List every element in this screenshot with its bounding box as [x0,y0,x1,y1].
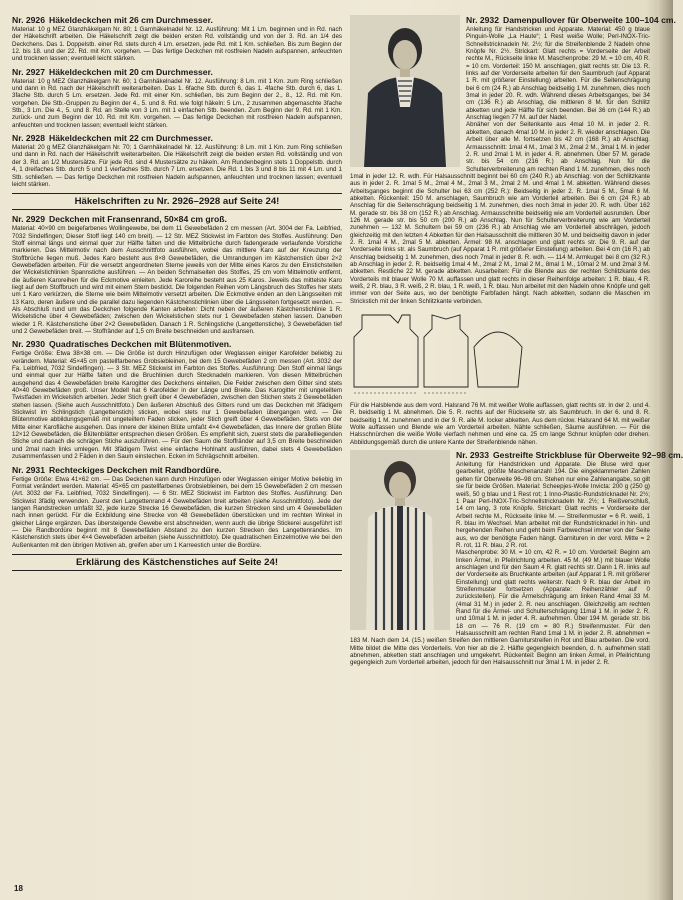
section-2926 [12,15,342,63]
section-number: Nr. 2932 [466,15,499,25]
section-body: Fertige Größe: Etwa 41×62 cm. — Das Deckchen kann durch Hinzufügen oder Weglassen einiger Motive beliebig im Format verändert werden. Material: 45×65 cm pastellfarbenes Grobsiebleinen, bei dem 15 Gewebefäden 2 cm messen (Art. 3032 der Fa. Leibfried, 7032 Sindelfingen). — 6 Str. MEZ Stickwist im Farbton des Stoffes. Ausführung: Den Stickwist 3fädig verwenden. Zuerst den Langettenrand 4 Gewebefäden breit arbeiten (siehe Ausschnittfoto). Jede der langen Randstrecken umfaßt 32, jede kurze Strecke 16 Gewebefäden, die kurzen Strecken sind um 4 Gewebefäden nach innen gerückt. Für die Eckbildung eine Strecke von 48 Gewebefäden überstücken und im rechten Winkel in gleicher Länge ergänzen. Das übersteigende Gewebe erst abschneiden, wenn auch die übrige Stickerei ausgeführt ist! — Die Randbordüre beginnt mit 8 Gewebefäden Abstand zu den kurzen Strecken des Langettenrandes. Im Kästchenstich stets über 4×4 Gewebefäden arbeiten (siehe Ausschnittfoto). Die quadratischen Einzelmotive wie bei den Außenkanten mit den übrigen Motiven ab, greifen aber um 1 Karreestich unter die Bordüre. [12,475,342,549]
pullover-photo [350,15,460,167]
section-title: Rechteckiges Deckchen mit Randbordüre. [48,464,222,475]
section-body: Material: 10 g MEZ Glanzhäkelgarn Nr. 80; 1 Garnhäkelnadel Nr. 12. Ausführung: Mit 1 Lm. beginnen und in Rd. nach der Häkelschrift arbeiten. Die Häkelschrift zeigt die beiden ersten Rd. vollständig und von der 3. Rd. an 1/4 des Deckchens. Das 1. Doppelstb. einer Rd. stets durch 4 Lm. ersetzen, jede Rd. mit 1 Km. schließen. Bis zum Beginn der 12. bis 18. und der 22. Rd. mit Km. vorgehen. — Das fertige Deckchen mit rostfreien Nadeln aufspannen, anfeuchten und trocknen lassen; eventuell leicht stärken. [12,26,342,63]
section-body: Abnäher von der Seitenkante aus 4mal 10 M. in jeder 2. R. abketten, danach 4mal 10 M. in jeder 2. R. wieder anschlagen. Die Arbeit über alle M. fortsetzen bis 42 cm (168 R.) ab Anschlag. Armausschnitt: 1mal 4 M., 1mal 3 M., 2mal 2 M., 3mal 1 M. in jeder 2. R. und 2mal 1 M. in jeder 4. R. abnehmen. Über 57 M. gerade str. bis 54 cm (216 R.) ab Anschlag. Nun für die Schulterverbreiterung am rechten Rand 1 M. zunehmen, dies noch 1mal in jeder 12. R. wdh. Für Halsausschnitt beginnt bei 60 cm (240 R.) ab Anschlag: von der Schlitzkante aus in jeder 2. R. 1mal 5 M., 2mal 4 M., 2mal 3 M., 2mal 2 M. und 4mal 1 M. abketten. Während dieses Arbeitsganges beginnt die Schulter bei 63 cm (252 R.): Beidseitig in jeder 2. R. 1mal 5 M., 5mal 6 M. abketten. Rückenteil: 150 M. anschlagen, Saumbruch wie am Vorderteil arbeiten. Bei 6 cm (24 R.) ab Anschlag für die Seitenschrägung beidseitig 1 M. zunehmen, dies noch 3mal in jeder 20. R. wdh. Über 162 M. gerade str. bis 38 cm (152 R.) ab Anschlag. Armausschnitte beidseitig wie am Vorderteil ausrunden. Über 126 M. gerade str. bis 50 cm (200 R.) ab Anschlag. Nun für Schulterverbreiterung wie am Vorderteil zunehmen — 132 M. Schultern bei 59 cm (236 R.) ab Anschlag wie am Vorderteil abschrägen, jedoch gleichzeitig mit den letzten 4 Abketten für den Halsausschnitt die mittleren 30 M. und beidseitig davon in jeder 2. R. 1mal 4 M., 2mal 5 M. abketten. Ärmel: 98 M. anschlagen und glatt rechts str. Die 9. R. auf der Vorderseite links str. als Saumbruch (auf Apparat 1 R. mit größerer Einstellung) arbeiten. Bei 4 cm (16 R.) ab Anschlag beidseitig 1 M. zunehmen, dies noch 7mal in jeder 8. R. wdh. — 114 M. Armkugel: bei 8 cm (32 R.) ab Anschlag in jeder 2. R. beidseitig 1mal 4 M., 2mal 2 M., 1mal 2 M., 8mal 1 M., 10mal 2 M. und 2mal 3 M. abketten. Restliche 22 M. gerade abketten. Ausarbeiten: Für die Blende aus der rechten Schlitzkante des Vorderteils mit blauer Wolle 70 M. auffassen und glatt rechts in dieser Reihenfolge arbeiten: 1 R. blau, 4 R. weiß, 2 R. blau, 3 R. weiß, 2 R. blau, 1 R. weiß, 1 R. blau. Nun arbeitet mit den Nadeln ohne Knöpfe und gelt immer von der Seite aus, wo der benötigte Farbfaden hängt. Nach abketten, sodann die Maschen im Strickstich mit der linken Schlitzkante verbinden. [350,121,650,305]
section-title: Gestreifte Strickbluse für Oberweite 92–98 cm. [492,450,683,461]
section-body: Maschenprobe: 30 M. = 10 cm, 42 R. = 10 cm. Vorderteil: Beginn am linken Ärmel, in Pfeilrichtung arbeiten. 45 M. (49 M.) mit blauer Wolle anschlagen und für den Saum 4 R. glatt rechts str. Dann 1 R. links auf der Vorderseite als Bruchkante arbeiten (auf Apparat 1 R. mit größerer Einstellung) und glatt rechts weiterstr. Nach 9 R. blau der Arbeit im Streifenmuster fortsetzen (Apparate: Reihenzähler auf 0 zurückstellen). Für die Ärmelschrägung am linken Rand 4mal 33 M. (4mal 31 M.) in jeder 2. R. neu anschlagen. Gleichzeitig am rechten Rand für die Ärmel- und Schulterschrägung 11mal 1 M. in jeder 2. R. und 10mal 1 M. in jeder 4. R. aufnehmen. Über 194 M. gerade str. bis 18 cm — 76 R. (19 cm = 80 R.) Streifenmuster. Für den Halsausschnitt am rechten Rand 1mal 1 M. in jeder 2. R. abnehmen = 183 M. Nach dem 14. (15.) weißen Streifen den mittleren Garniturstreifen in Rot und Blau arbeiten. Die vord. Mitte bildet die Mitte des Vorderteils. Von hier ab die 2. Hälfte gegengleich beenden, d. h. aufnehmen statt abnehmen, abketten statt anschlagen und umgekehrt. Rückenteil: Beginn am linken Ärmel, in Pfeilrichtung gegengleich zum Vorderteil arbeiten, jedoch für den Halsausschnitt nur 3mal 1 M. in jeder 2. R. [350,549,650,667]
banner-stitch-explanation: Erklärung des Kästchenstiches auf Seite 24! [12,554,342,571]
section-title: Deckchen mit Fransenrand, 50×84 cm groß. [48,214,227,225]
section-number: Nr. 2929 [12,214,45,225]
section-intro: Anleitung für Handstricken und Apparate. Material: 450 g blaue Pinguin-Wolle „La Haute“; 1 Rest weiße Wolle; Perl-INOX-Tric-Schnellstricknadeln Nr. 2½; für die Streifenblende 2 Nadeln ohne Knöpfe Nr. 2½. Strickart: Glatt rechts = Vorderseite der Arbeit rechte M., Rückseite linke M. Maschenprobe: 29 M. = 10 cm, 40 R. = 10 cm. Vorderteil: 150 M. anschlagen, glatt rechts str. Die 13. R. links auf der Vorderseite arbeiten für den Saumbruch (auf Apparat 1 R. mit größerer Einstellung) arbeiten. Für die Seitenschrägung bei 6 cm (24 R.) ab Anschlag beidseitig 1 M. zunehmen, dies noch 3mal in jeder 20. R. wdh. Während dieses Arbeitsganges, bei 34 cm (136 R.) ab Anschlag, die mittleren 8 M. für den Schlitz abketten und jede Hälfte für sich beenden. Bei 36 cm (144 R.) ab Anschlag liegen 77 M. auf der Nadel. [466,26,650,122]
banner-crochet-patterns: Häkelschriften zu Nr. 2926–2928 auf Seite 24! [12,193,342,210]
section-title: Häkeldeckchen mit 26 cm Durchmesser. [48,15,213,25]
section-number: Nr. 2931 [12,464,45,475]
section-2933 [350,450,683,667]
section-body: Material: 40×90 cm beigefarbenes Wollingewebe, bei dem 11 Gewebefäden 2 cm messen (Art. 3004 der Fa. Leibfried, 7032 Sindelfingen; Dieser Stoff liegt 140 cm breit). — 12 Str. MEZ Stickwist im Farbton des Stoffes. Ausführung: Den Stoff einmal längs und einmal quer zur Hälfte falten und die Mittelbrüche durch fadengerade verlaufende Vorstiche markieren. Das Mittelmotiv nach dem Ausschnittfoto ausführen, wobei das mittlere Karo auf der Kreuzung der Stoffbrüche liegen muß. Jedes Karo besteht aus 8×8 Gewebefäden, die Umrandungen im Kästchenstich über 2×2 Gewebefäden arbeiten. Für die versetzt angeordneten Sterne jeweils von der Mitte eines Karos zu den Einstichstellen der Wickelstichlinien Spannstiche ausführen. — An beiden Schmalseiten des Stoffes, 25 cm vom Mittelmotiv entfernt, die äußeren Karoreihen für die Eckmotive einleiten. Jede Karoreihe besteht aus 25 Karos. Jeweils das mittelste Karo liegt auf dem Stoffbruch und wird mit einem Stern bestickt. Die folgenden Reihen vom Längsbruch des Stoffes her stets um 1 Karo verkürzen, die Sterne wie beim Mittelmotiv versetzt arbeiten. Die Eckmotive enden an den Längsseiten mit 13 Karo, deren äußere und die parallel dazu liegenden Kästchenstichlinien über die Längsseiten fortgesetzt werden. — Als Abschluß rund um das Deckchen folgende Kanten arbeiten: Dicht neben der äußeren Kästchenstichlinie 1 R. Wickelstiche über 4 Gewebefäden; zwischen den Wickelstichen stets nur 1 Gewebefaden stehen lassen. Daneben wieder 1 R. Kästchenstiche über 2×2 Gewebefäden. Danach 1 R. Schlingstiche (Langettenstiche), 3 Gewebefäden tief und 2 Gewebefäden breit. — Stoffränder auf 1,5 cm Breite beschneiden und ausfransen. [12,225,342,335]
section-body: Material: 20 g MEZ Glanzhäkelgarn Nr. 70; 1 Garnhäkelnadel Nr. 12. Ausführung: 8 Lm. mit 1 Km. zum Ring schließen und dann in Rd. nach der Häkelschrift weiterarbeiten. Die Häkelschrift zeigt die beiden ersten Rd. vollständig und von der 3. Rd. an 1/2 Mustersätze. Für jede Rd. sind 4 Mustersätze zu häkeln. Am Rundenbeginn stets 1 Doppelstb. durch 4, 1 dreifaches Stb. durch 5 und 1 vierfaches Stb. durch 7 Lm. ersetzen. Die Rd. 1 bis 3 und 8 bis 11 mit 4 Lm. und 1 Stb. schließen. — Das fertige Deckchen mit rostfreien Nadeln aufspannen, anfeuchten und trocknen lassen; eventuell leicht stärken. [12,144,342,188]
page-number: 18 [14,884,23,893]
section-number: Nr. 2933 [456,450,489,461]
section-2927 [12,67,342,129]
section-title: Quadratisches Deckchen mit Blütenmotiven. [48,339,232,350]
section-2928 [12,133,342,188]
section-2931 [12,465,342,549]
section-number: Nr. 2928 [12,133,45,144]
section-number: Nr. 2927 [12,66,45,77]
section-finishing: Für die Halsblende aus dem vord. Halsrand 76 M. mit weißer Wolle auffassen, glatt rechts str. In der 2. und 4. R. beidseitig 1 M. abnehmen. Die 5. R. rechts auf der Rückseite str. als Saumbruch. In der 6. und 8. R. beidseitig 1 M. zunehmen und in der 9. R. alle M. locker abketten. Aus dem rückw. Halsrand 64 M. mit weißer Wolle auffassen und Blende wie am Vorderteil arbeiten. Nähte schließen, Säume ausführen. — Für die Halsschnürchen die weiße Wolle vierfach nehmen und eine ca. 25 cm lange Schnur knüpfen oder drehen. Abbildungsgemäß durch die untere Kante der Streifenblende nähen. [350,402,650,446]
section-body: Fertige Größe: Etwa 38×38 cm. — Die Größe ist durch Hinzufügen oder Weglassen einiger Karofelder beliebig zu verändern. Material: 45×45 cm pastellfarbenes Grobsiebleinen, bei dem 15 Gewebefäden 2 cm messen (Art. 3032 der Fa. Leibfried, 7032 Sindelfingen). — 3 Str. MEZ Stickwist im Farbton des Stoffes. Ausführung: Den Stoff einmal längs und einmal quer zur Hälfte falten und die Bruchlinien durch Stecknadeln markieren. Von diesen Mittelbrüchen ausgehend das 4 Gewebefäden breite Karogitter des Deckchens einteilen. Die Felder zwischen dem Gitter sind stets 40×40 Gewebefäden groß. Unser Modell hat 6 Karofelder in der Länge und Breite. Das Karogitter mit ungeteiltem Twistfaden im Wickelstich arbeiten. Jeder Stich greift über 4 Gewebefäden, zwischen den Stichen stets 2 Gewebefäden stehen lassen. (Siehe auch Ausschnittfoto.) Den äußeren Abschluß des Gitters rund um das Deckchen mit 3fädigem Stickwist im Schlingstich (Langettenstich) sticken, wobei stets nur 1 Gewebefaden übergangen wird. — Die Blütenmotive abbildungsgemäß mit ungeteiltem Faden sticken, jeder Stich greift über 4 Gewebefäden. Stets von der Mitte einer Karofläche ausgehen. Das innere der kleinen Blüte umfaßt 4×4 Gewebefäden, das Innere der großen Blüte 12×12 Gewebefäden, die Blütenblätter entsprechen diesen Größen. Es empfiehlt sich, zuerst stets die parallelliegenden Stiche und danach die schrägen Stiche auszuführen. — Für den Saum die Stoffränder auf 3,5 cm Breite beschneiden und 2mal nach links umlegen. Mit 3fädigem Twist eine einfache Hohlnaht ausführen, dabei stets 4 Gewebefäden zusammenfassen und 2 Fäden in den Saum einstechen. Ecken im Schrägschnitt arbeiten. [12,350,342,461]
section-2929 [12,214,342,335]
left-column [12,12,342,575]
blouse-photo [350,450,450,630]
section-2932 [350,15,676,446]
section-title: Häkeldeckchen mit 22 cm Durchmesser. [48,133,213,144]
section-number: Nr. 2926 [12,15,45,25]
section-intro: Anleitung für Handstricken und Apparate. Die Bluse wird quer gearbeitet, größte Maschenanzahl 194. Die eingeklammerten Zahlen gelten für Oberweite 96–98 cm. Stehen nur eine Zahlenangabe, so gilt sie für beide Größen. Material: Scheepjes-Wolle Invicta: 200 g (250 g) weiß, 50 g blau und 1 Rest rot; 1 Inno-Plastic-Rundstricknadel Nr. 2½; 1 Paar Perl-INOX-Tric-Schnellstricknadeln Nr. 2½; 1 Reißverschluß, 14 cm lang, 3 rote Knöpfe. Strickart: Glatt rechts = Vorderseite der Arbeit rechte M., Rückseite linke M. — Streifenmuster = 6 R. weiß, 1 R. blau im Wechsel. Man arbeitet mit der Rundstricknadel in hin- und hergehenden Reihen und geht beim Farbwechsel immer von der Seite aus, wo der benötigte Faden hängt. Garnituren in der vord. Mitte = 2 R. rot, 11 R. blau, 2 R. rot. [456,461,650,549]
section-2930 [12,339,342,460]
section-body: Material: 10 g MEZ Glanzhäkelgarn Nr. 60; 1 Garnhäkelnadel Nr. 12. Ausführung: 8 Lm. mit 1 Km. zum Ring schließen und dann in Rd. nach der Häkelschrift weiterarbeiten. Das 1. 6fache Stb. durch 6, das 1. 4fache Stb. durch 6, das 1. 3fache Stb. durch 5 Lm. ersetzen. Jede Rd. mit einer Km. schließen, bis zum Beginn der 2., 8., 12. Rd. mit Km. vorgehen. Die Stb.-Gruppen zu Beginn der 4., 5. und 8. Rd. wie folgt häkeln: 5 Lm., 2 zusammen abgemaschte 3fache Stb., 3 Lm. Die 4., 5. und 8. Rd. an Stelle von 3 Lm. mit 1 einfachen Stb. beenden. Zum Beginn der 9. Rd. mit 1 Km. zurück- und zum Beginn der 10. Rd. mit Km. vorgehen. — Das fertige Deckchen mit rostfreien Nadeln aufspannen, anfeuchten und trocknen lassen; eventuell leicht stärken. [12,77,342,129]
section-title: Damenpullover für Oberweite 100–104 cm. [502,15,676,25]
section-title: Häkeldeckchen mit 20 cm Durchmesser. [48,66,213,77]
pullover-pattern-diagram [350,307,650,400]
section-number: Nr. 2930 [12,339,45,350]
right-column [350,12,683,671]
